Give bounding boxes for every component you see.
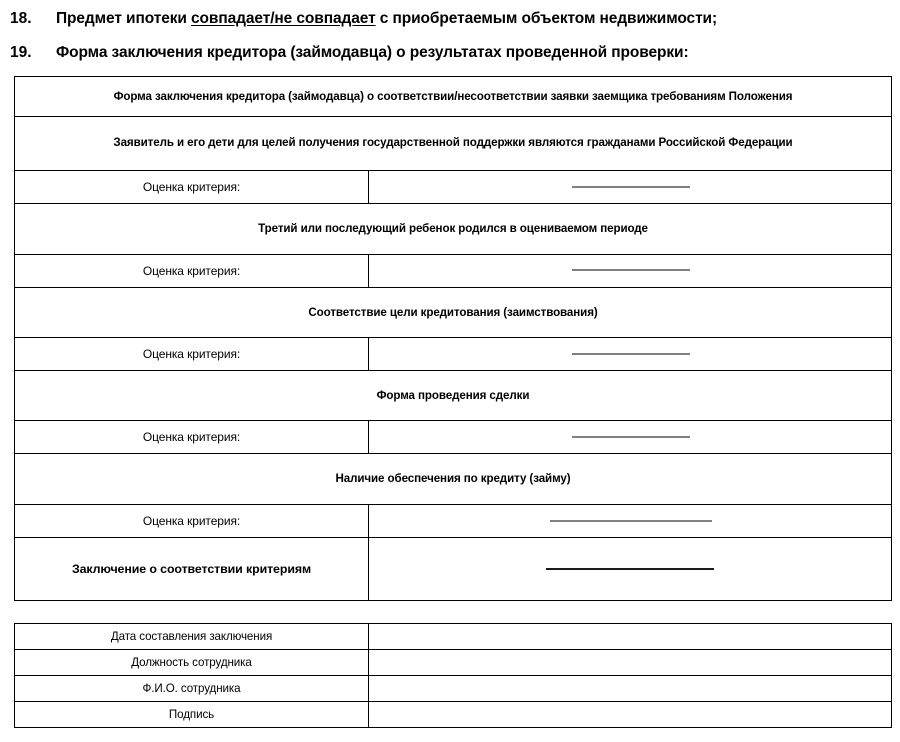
criterion-score-value-2[interactable] (369, 254, 892, 287)
signature-value-fullname[interactable] (369, 675, 892, 701)
criterion-title-1: Заявитель и его дети для целей получения государственной поддержки являются гражданами Российской Федерации (15, 117, 892, 171)
clause-number-19: 19. (10, 44, 32, 61)
criterion-score-label-4: Оценка критерия: (15, 421, 369, 454)
criterion-score-label-2: Оценка критерия: (15, 254, 369, 287)
table-row-criterion-title-4 (15, 370, 892, 420)
clause-text-19: Форма заключения кредитора (займодавца) о результатах проведенной проверки: (56, 44, 689, 61)
clause-18-text-after: с приобретаемым объектом недвижимости; (375, 10, 718, 27)
signature-label-signature: Подпись (15, 701, 369, 727)
final-conclusion-value[interactable] (369, 537, 892, 600)
signature-label-position: Должность сотрудника (15, 649, 369, 675)
clause-number-18: 18. (10, 10, 32, 27)
criterion-score-value-5[interactable] (369, 504, 892, 537)
fill-in-rule-final (546, 568, 714, 570)
criterion-score-label-3: Оценка критерия: (15, 337, 369, 370)
table-row-criterion-score-2 (15, 254, 892, 287)
table-row-criterion-score-3 (15, 337, 892, 370)
criterion-title-3: Соответствие цели кредитования (заимствования) (15, 287, 892, 337)
table-row-criterion-title-3 (15, 287, 892, 337)
table-row-position (15, 649, 892, 675)
criterion-score-label-1: Оценка критерия: (15, 171, 369, 204)
table-row-final-conclusion (15, 537, 892, 600)
fill-in-rule-3 (572, 353, 690, 355)
clause-18-text-before: Предмет ипотеки (56, 10, 192, 27)
signature-label-fullname: Ф.И.О. сотрудника (15, 675, 369, 701)
table-row-criterion-score-1 (15, 171, 892, 204)
table-row-criterion-score-5 (15, 504, 892, 537)
criterion-title-4: Форма проведения сделки (15, 370, 892, 420)
signature-value-position[interactable] (369, 649, 892, 675)
signature-value-signature[interactable] (369, 701, 892, 727)
criterion-score-label-5: Оценка критерия: (15, 504, 369, 537)
table-row-criterion-title-2 (15, 204, 892, 254)
table-row-criterion-title-5 (15, 454, 892, 504)
fill-in-rule-2 (572, 269, 690, 271)
signature-details-table (14, 623, 892, 728)
clause-item-19 (0, 42, 900, 64)
table-row-signature (15, 701, 892, 727)
fill-in-rule-1 (572, 186, 690, 188)
criterion-title-2: Третий или последующий ребенок родился в оцениваемом периоде (15, 204, 892, 254)
fill-in-rule-4 (572, 436, 690, 438)
form-header-title: Форма заключения кредитора (займодавца) о соответствии/несоответствии заявки заемщика требованиям Положения (15, 77, 892, 117)
conclusion-form-table (14, 76, 892, 601)
criterion-title-5: Наличие обеспечения по кредиту (займу) (15, 454, 892, 504)
criterion-score-value-1[interactable] (369, 171, 892, 204)
clause-list (0, 0, 900, 64)
table-row-fullname (15, 675, 892, 701)
clause-text-18 (56, 8, 900, 30)
fill-in-rule-5 (550, 520, 712, 522)
final-conclusion-label: Заключение о соответствии критериям (15, 537, 369, 600)
table-row-form-header (15, 77, 892, 117)
criterion-score-value-3[interactable] (369, 337, 892, 370)
table-row-date (15, 623, 892, 649)
clause-item-18 (0, 8, 900, 30)
signature-value-date[interactable] (369, 623, 892, 649)
criterion-score-value-4[interactable] (369, 421, 892, 454)
table-row-criterion-title-1 (15, 117, 892, 171)
table-row-criterion-score-4 (15, 421, 892, 454)
clause-18-underlined-option: совпадает/не совпадает (191, 10, 376, 27)
signature-label-date: Дата составления заключения (15, 623, 369, 649)
